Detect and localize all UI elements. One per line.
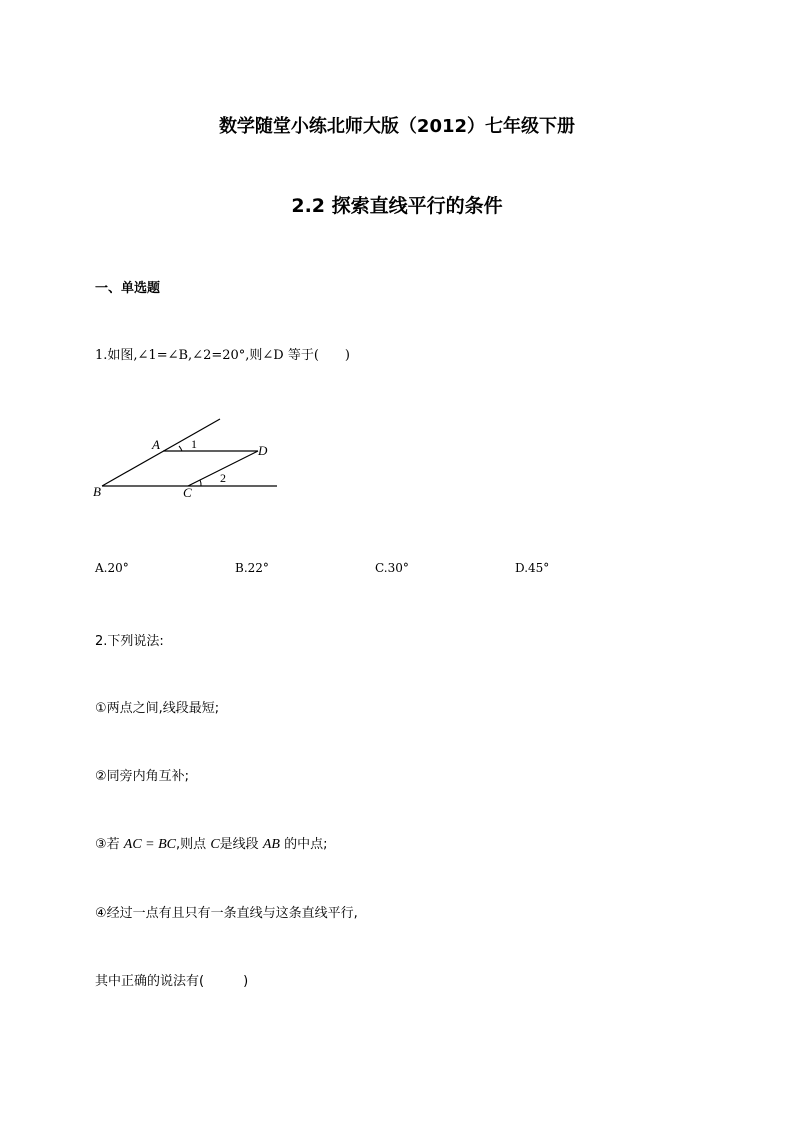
line-ab <box>102 419 220 486</box>
angle-1-arc <box>179 446 182 451</box>
choice-b[interactable]: B.22° <box>235 561 269 575</box>
label-d: D <box>258 443 268 458</box>
choice-a[interactable]: A.20° <box>95 561 129 575</box>
math-point-c: C <box>210 837 220 852</box>
label-angle-1: 1 <box>191 437 197 451</box>
question-1-stem: 1.如图,∠1=∠B,∠2=20°,则∠D 等于( ) <box>95 348 350 363</box>
section-heading: 一、单选题 <box>95 281 161 296</box>
math-segment-ab: AB <box>262 837 280 852</box>
question-1-figure <box>90 410 290 505</box>
statement-3-mid: ,则点 <box>176 837 207 852</box>
statement-3-prefix: ③若 <box>95 837 120 852</box>
statement-2: ②同旁内角互补; <box>95 769 190 784</box>
angle-2-arc <box>200 480 201 486</box>
statement-4: ④经过一点有且只有一条直线与这条直线平行, <box>95 906 358 921</box>
question-2-stem: 2.下列说法: <box>95 634 164 649</box>
math-ac-equals-bc: AC = BC <box>123 837 177 852</box>
label-c: C <box>183 485 192 500</box>
statement-3-mid2: 是线段 <box>219 837 259 852</box>
statement-3 <box>95 833 327 853</box>
statement-3-suffix: 的中点; <box>284 837 328 852</box>
label-b: B <box>93 484 101 499</box>
document-title: 数学随堂小练北师大版（2012）七年级下册 <box>218 116 576 137</box>
choice-c[interactable]: C.30° <box>375 561 409 575</box>
question-2-prompt: 其中正确的说法有( ) <box>95 974 249 989</box>
choice-d[interactable]: D.45° <box>515 561 550 575</box>
label-angle-2: 2 <box>220 471 226 485</box>
lesson-title: 2.2 探索直线平行的条件 <box>291 195 503 217</box>
statement-1: ①两点之间,线段最短; <box>95 701 220 716</box>
label-a: A <box>152 437 160 452</box>
